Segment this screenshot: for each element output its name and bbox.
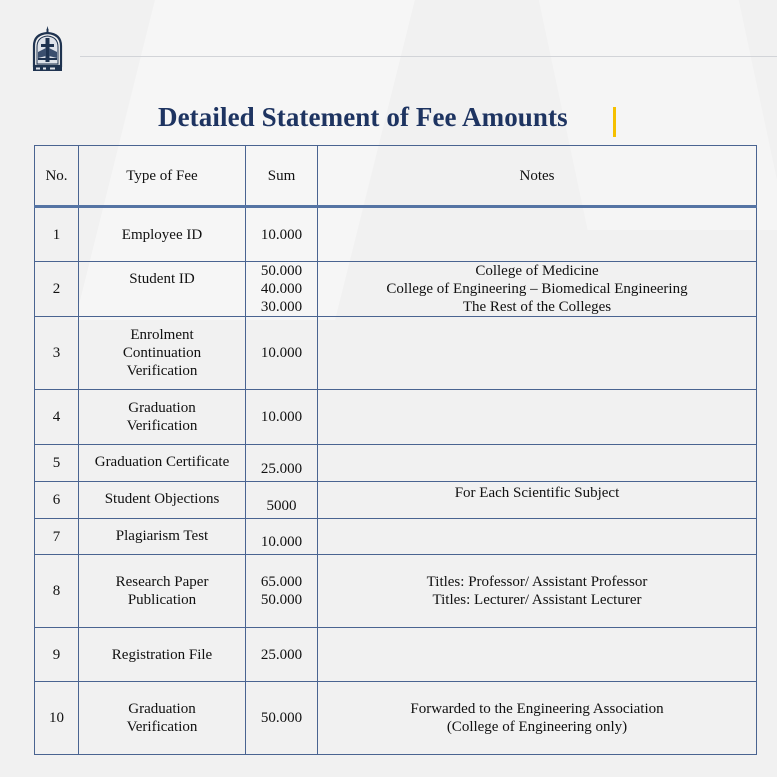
row-number: 1	[35, 207, 79, 262]
fee-sum	[246, 445, 318, 482]
row-number: 8	[35, 555, 79, 628]
fee-sum-line: 40.000	[260, 281, 303, 297]
row-number: 3	[35, 317, 79, 390]
fee-sum-line: 50.000	[260, 710, 303, 726]
fee-notes	[318, 555, 757, 628]
fee-type	[79, 628, 246, 682]
fee-sum	[246, 628, 318, 682]
table-row	[35, 317, 757, 390]
row-number: 4	[35, 390, 79, 445]
fee-notes-line: Titles: Professor/ Assistant Professor	[426, 574, 648, 590]
page-title: Detailed Statement of Fee Amounts	[158, 102, 568, 132]
fee-type-line: Verification	[126, 363, 198, 379]
fee-notes	[318, 628, 757, 682]
table-row	[35, 555, 757, 628]
fee-notes	[318, 390, 757, 445]
fee-sum-line: 5000	[266, 498, 297, 514]
fee-type-line: Verification	[126, 719, 198, 735]
fee-sum	[246, 519, 318, 555]
fee-type-line: Graduation	[128, 400, 196, 416]
fee-notes	[318, 317, 757, 390]
fee-type-line: Enrolment	[130, 327, 194, 343]
table-row	[35, 519, 757, 555]
fee-notes	[318, 519, 757, 555]
fee-sum	[246, 482, 318, 519]
fee-type	[79, 207, 246, 262]
fee-sum-line: 25.000	[260, 646, 303, 663]
fee-type	[79, 482, 246, 519]
fee-type-line: Plagiarism Test	[115, 528, 209, 544]
fee-type	[79, 262, 246, 317]
fee-sum-line: 65.000	[260, 574, 303, 590]
fee-table-body	[35, 207, 757, 755]
fee-sum-line: 50.000	[260, 263, 303, 279]
fee-notes-line: College of Medicine	[475, 263, 599, 279]
table-row	[35, 482, 757, 519]
table-row	[35, 262, 757, 317]
fee-notes	[318, 262, 757, 317]
row-number: 7	[35, 519, 79, 555]
fee-notes	[318, 445, 757, 482]
fee-sum	[246, 390, 318, 445]
fee-type	[79, 445, 246, 482]
table-row	[35, 390, 757, 445]
fee-type	[79, 555, 246, 628]
fee-notes-line: College of Engineering – Biomedical Engineering	[386, 281, 688, 297]
fee-sum-line: 10.000	[260, 226, 303, 243]
table-header-row	[35, 146, 757, 207]
row-number: 9	[35, 628, 79, 682]
fee-sum	[246, 207, 318, 262]
table-row	[35, 207, 757, 262]
table-row	[35, 628, 757, 682]
row-number: 6	[35, 482, 79, 519]
row-number: 5	[35, 445, 79, 482]
university-crest-logo	[31, 26, 64, 72]
fee-type	[79, 519, 246, 555]
fee-type-line: Employee ID	[121, 226, 203, 243]
fee-sum-line: 10.000	[260, 409, 303, 425]
fee-type-line: Student ID	[129, 271, 195, 287]
title-accent-bar	[613, 107, 616, 137]
fee-type-line: Graduation	[128, 701, 196, 717]
fee-type	[79, 390, 246, 445]
fee-type-line: Publication	[127, 592, 197, 608]
fee-notes-line: The Rest of the Colleges	[462, 299, 612, 315]
fee-notes-line: For Each Scientific Subject	[454, 485, 620, 501]
table-row	[35, 445, 757, 482]
fee-sum	[246, 555, 318, 628]
fee-sum	[246, 317, 318, 390]
column-header-no: No.	[35, 146, 79, 207]
fee-sum-line: 50.000	[260, 592, 303, 608]
header-divider	[80, 56, 777, 57]
fee-notes-line: Forwarded to the Engineering Association	[410, 701, 664, 717]
row-number: 10	[35, 682, 79, 755]
fee-table	[34, 145, 757, 755]
fee-notes-line: Titles: Lecturer/ Assistant Lecturer	[432, 592, 642, 608]
fee-notes-line: (College of Engineering only)	[446, 719, 628, 735]
column-header-notes: Notes	[318, 146, 757, 207]
fee-type-line: Student Objections	[104, 491, 220, 507]
fee-notes	[318, 682, 757, 755]
fee-type	[79, 682, 246, 755]
column-header-type: Type of Fee	[79, 146, 246, 207]
fee-sum-line: 10.000	[260, 534, 303, 550]
table-row	[35, 682, 757, 755]
fee-sum	[246, 682, 318, 755]
fee-type-line: Research Paper	[115, 574, 209, 590]
fee-sum	[246, 262, 318, 317]
fee-type-line: Registration File	[111, 646, 213, 663]
fee-notes	[318, 482, 757, 519]
fee-sum-line: 25.000	[260, 461, 303, 477]
fee-type-line: Continuation	[122, 345, 202, 361]
fee-type-line: Verification	[126, 418, 198, 434]
fee-notes	[318, 207, 757, 262]
fee-sum-line: 30.000	[260, 299, 303, 315]
column-header-sum: Sum	[246, 146, 318, 207]
fee-type-line: Graduation Certificate	[94, 454, 230, 470]
fee-type	[79, 317, 246, 390]
fee-sum-line: 10.000	[260, 345, 303, 361]
row-number: 2	[35, 262, 79, 317]
